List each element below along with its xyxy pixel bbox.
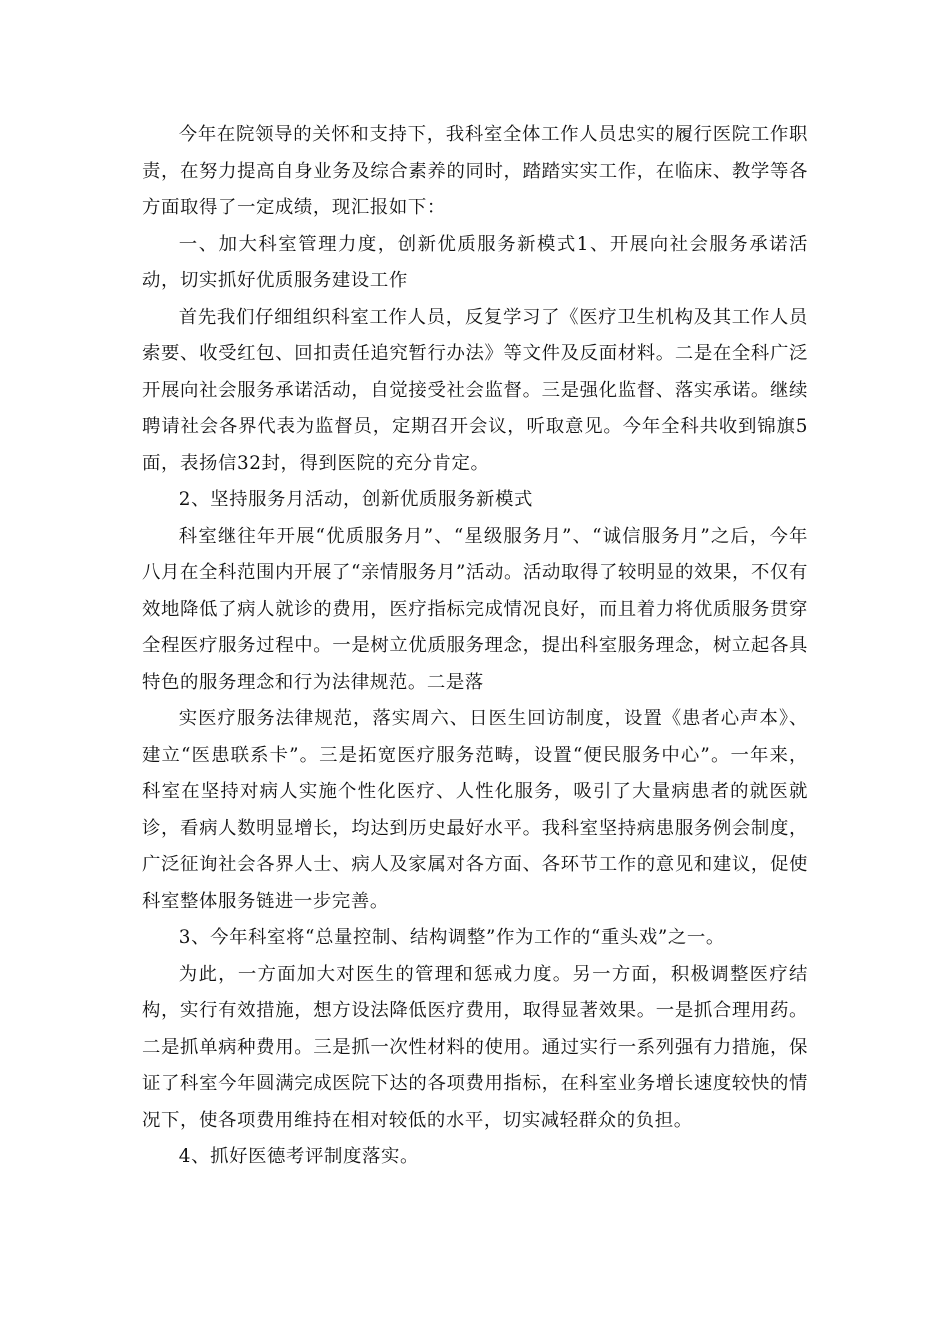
paragraph-item-4-heading: 4、抓好医德考评制度落实。 [178, 1146, 419, 1167]
paragraph-service-commitment: 首先我们仔细组织科室工作人员，反复学习了《医疗卫生机构及其工作人员索要、收受红包、回扣责任追究暂行办法》等文件及反面材料。二是在全科广泛开展向社会服务承诺活动，自觉接受社会监督。三是强化监督、落实承诺。继续聘请社会各界代表为监督员，定期召开会议，听取意见。今年全科共收到锦旗5面，表扬信32封，得到医院的充分肯定。 [142, 306, 808, 474]
paragraph-cost-control: 为此，一方面加大对医生的管理和惩戒力度。另一方面，积极调整医疗结构，实行有效措施，想方设法降低医疗费用，取得显著效果。一是抓合理用药。二是抓单病种费用。三是抓一次性材料的使用。通过实行一系列强有力措施，保证了科室今年圆满完成医院下达的各项费用指标，在科室业务增长速度较快的情况下，使各项费用维持在相对较低的水平，切实减轻群众的负担。 [142, 963, 808, 1131]
paragraph-service-norms: 实医疗服务法律规范，落实周六、日医生回访制度，设置《患者心声本》、建立“医患联系卡”。三是拓宽医疗服务范畴，设置“便民服务中心”。一年来，科室在坚持对病人实施个性化医疗、人性化服务，吸引了大量病患者的就医就诊，看病人数明显增长，均达到历史最好水平。我科室坚持病患服务例会制度，广泛征询社会各界人士、病人及家属对各方面、各环节工作的意见和建议，促使科室整体服务链进一步完善。 [142, 708, 808, 912]
paragraph-section-1-heading: 一、加大科室管理力度，创新优质服务新模式1、开展向社会服务承诺活动，切实抓好优质服务建设工作 [142, 233, 808, 291]
paragraph-service-month: 科室继往年开展“优质服务月”、“星级服务月”、“诚信服务月”之后，今年八月在全科范围内开展了“亲情服务月”活动。活动取得了较明显的效果，不仅有效地降低了病人就诊的费用，医疗指标完成情况良好，而且着力将优质服务贯穿全程医疗服务过程中。一是树立优质服务理念，提出科室服务理念，树立起各具特色的服务理念和行为法律规范。二是落 [142, 525, 808, 693]
paragraph-item-3-heading: 3、今年科室将“总量控制、结构调整”作为工作的“重头戏”之一。 [178, 927, 725, 948]
paragraph-item-2-heading: 2、坚持服务月活动，创新优质服务新模式 [178, 489, 533, 510]
paragraph-intro: 今年在院领导的关怀和支持下，我科室全体工作人员忠实的履行医院工作职责，在努力提高自身业务及综合素养的同时，踏踏实实工作，在临床、教学等各方面取得了一定成绩，现汇报如下： [142, 124, 808, 218]
document-body [142, 117, 808, 1176]
